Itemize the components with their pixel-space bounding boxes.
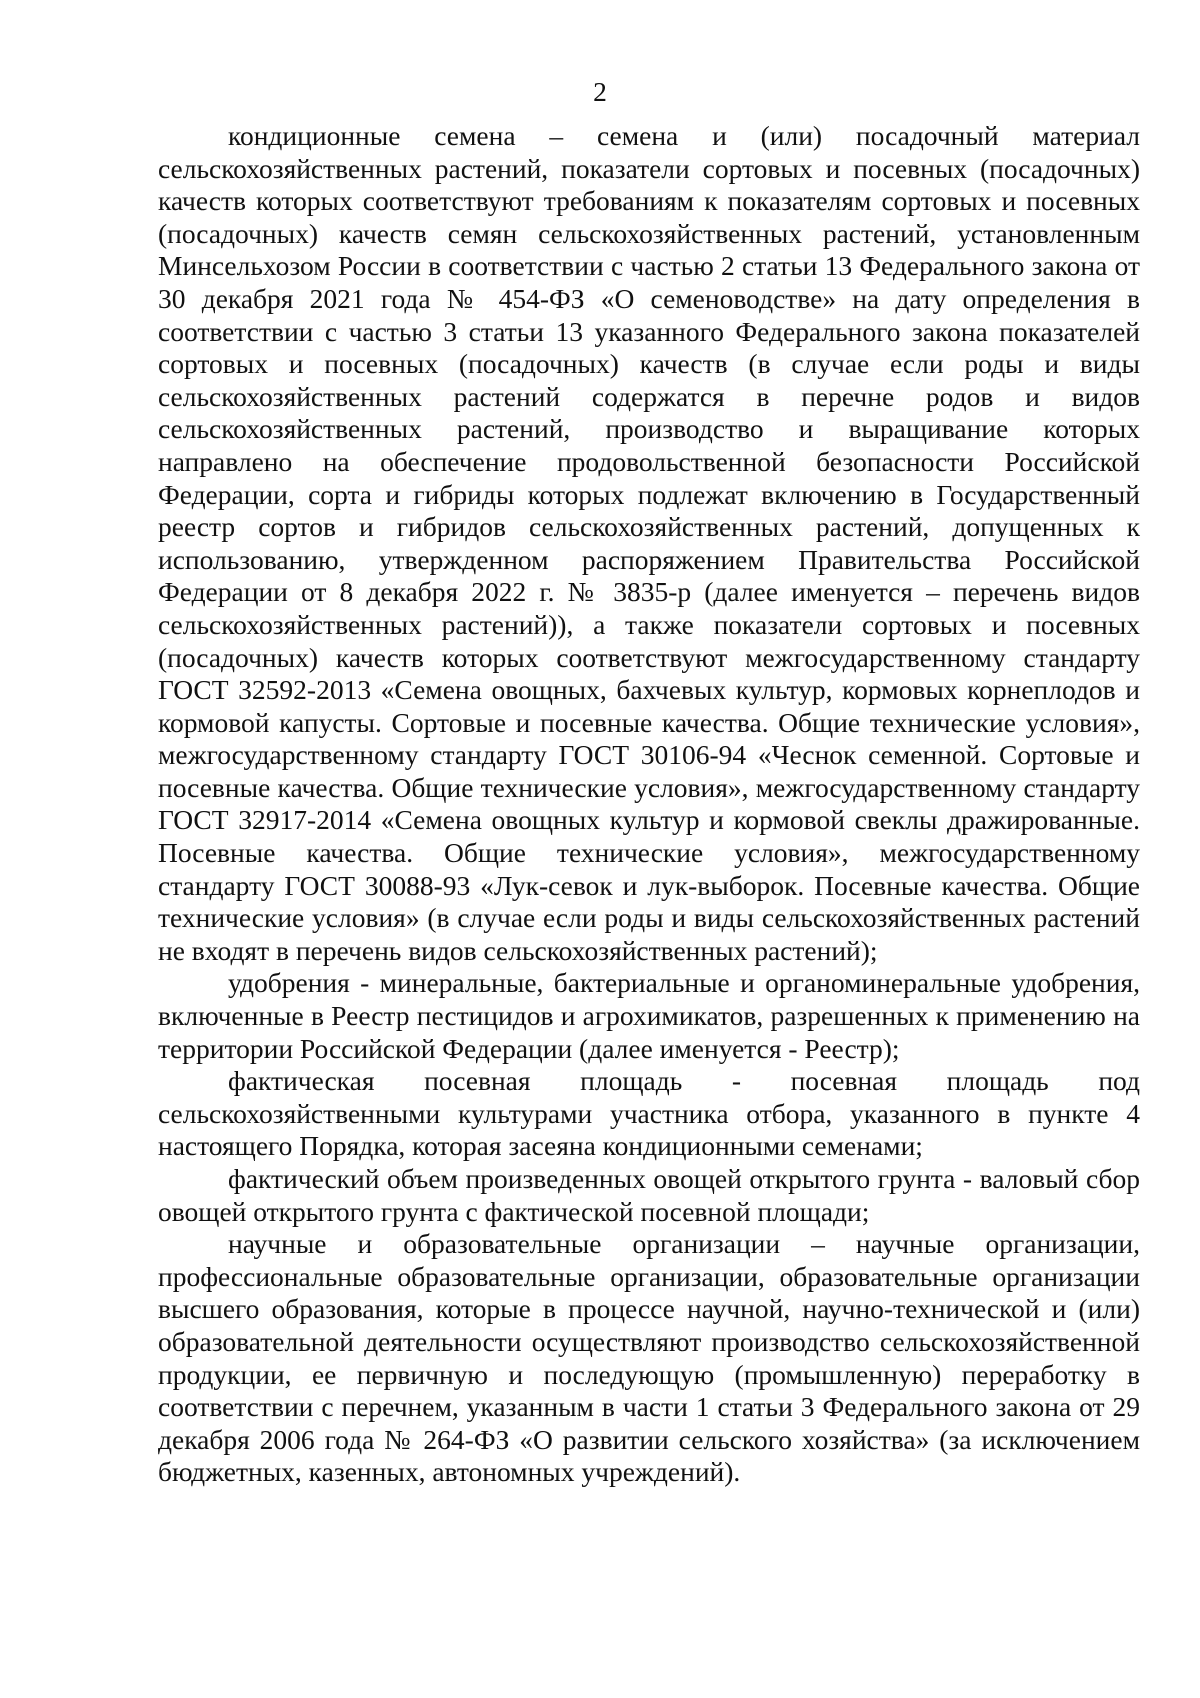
paragraph-conditioned-seeds: кондиционные семена – семена и (или) посадочный материал сельскохозяйственных растений, показатели сортовых и посевных (посадочных) качеств которых соответствуют требованиям к показателям сортовых и посевных (посадочных) качеств семян сельскохозяйственных растений, установленным Минсельхозом России в соответствии с частью 2 статьи 13 Федерального закона от 30 декабря 2021 года № 454-ФЗ «О семеноводстве» на дату определения в соответствии с частью 3 статьи 13 указанного Федерального закона показателей сортовых и посевных (посадочных) качеств (в случае если роды и виды сельскохозяйственных растений содержатся в перечне родов и видов сельскохозяйственных растений, производство и выращивание которых направлено на обеспечение продовольственной безопасности Российской Федерации, сорта и гибриды которых подлежат включению в Государственный реестр сортов и гибридов сельскохозяйственных растений, допущенных к использованию, утвержденном распоряжением Правительства Российской Федерации от 8 декабря 2022 г. № 3835-р (далее именуется – перечень видов сельскохозяйственных растений)), а также показатели сортовых и посевных (посадочных) качеств которых соответствуют межгосударственному стандарту ГОСТ 32592-2013 «Семена овощных, бахчевых культур, кормовых корнеплодов и кормовой капусты. Сортовые и посевные качества. Общие технические условия», межгосударственному стандарту ГОСТ 30106-94 «Чеснок семенной. Сортовые и посевные качества. Общие технические условия», межгосударственному стандарту ГОСТ 32917-2014 «Семена овощных культур и кормовой свеклы дражированные. Посевные качества. Общие технические условия», межгосударственному стандарту ГОСТ 30088-93 «Лук-севок и лук-выборок. Посевные качества. Общие технические условия» (в случае если роды и виды сельскохозяйственных растений не входят в перечень видов сельскохозяйственных растений);: [158, 120, 1140, 966]
paragraph-actual-vegetable-volume: фактический объем произведенных овощей открытого грунта - валовый сбор овощей открытого грунта с фактической посевной площади;: [158, 1163, 1140, 1227]
page-number: 2: [593, 76, 607, 107]
paragraph-actual-sown-area: фактическая посевная площадь - посевная площадь под сельскохозяйственными культурами участника отбора, указанного в пункте 4 настоящего Порядка, которая засеяна кондиционными семенами;: [158, 1065, 1140, 1162]
body-text: [158, 120, 1140, 1489]
paragraph-fertilizers: удобрения - минеральные, бактериальные и органоминеральные удобрения, включенные в Реестр пестицидов и агрохимикатов, разрешенных к применению на территории Российской Федерации (далее именуется - Реестр);: [158, 967, 1140, 1064]
paragraph-scientific-educational-organizations: научные и образовательные организации – научные организации, профессиональные образовательные организации, образовательные организации высшего образования, которые в процессе научной, научно-технической и (или) образовательной деятельности осуществляют производство сельскохозяйственной продукции, ее первичную и последующую (промышленную) переработку в соответствии с перечнем, указанным в части 1 статьи 3 Федерального закона от 29 декабря 2006 года № 264-ФЗ «О развитии сельского хозяйства» (за исключением бюджетных, казенных, автономных учреждений).: [158, 1228, 1140, 1488]
